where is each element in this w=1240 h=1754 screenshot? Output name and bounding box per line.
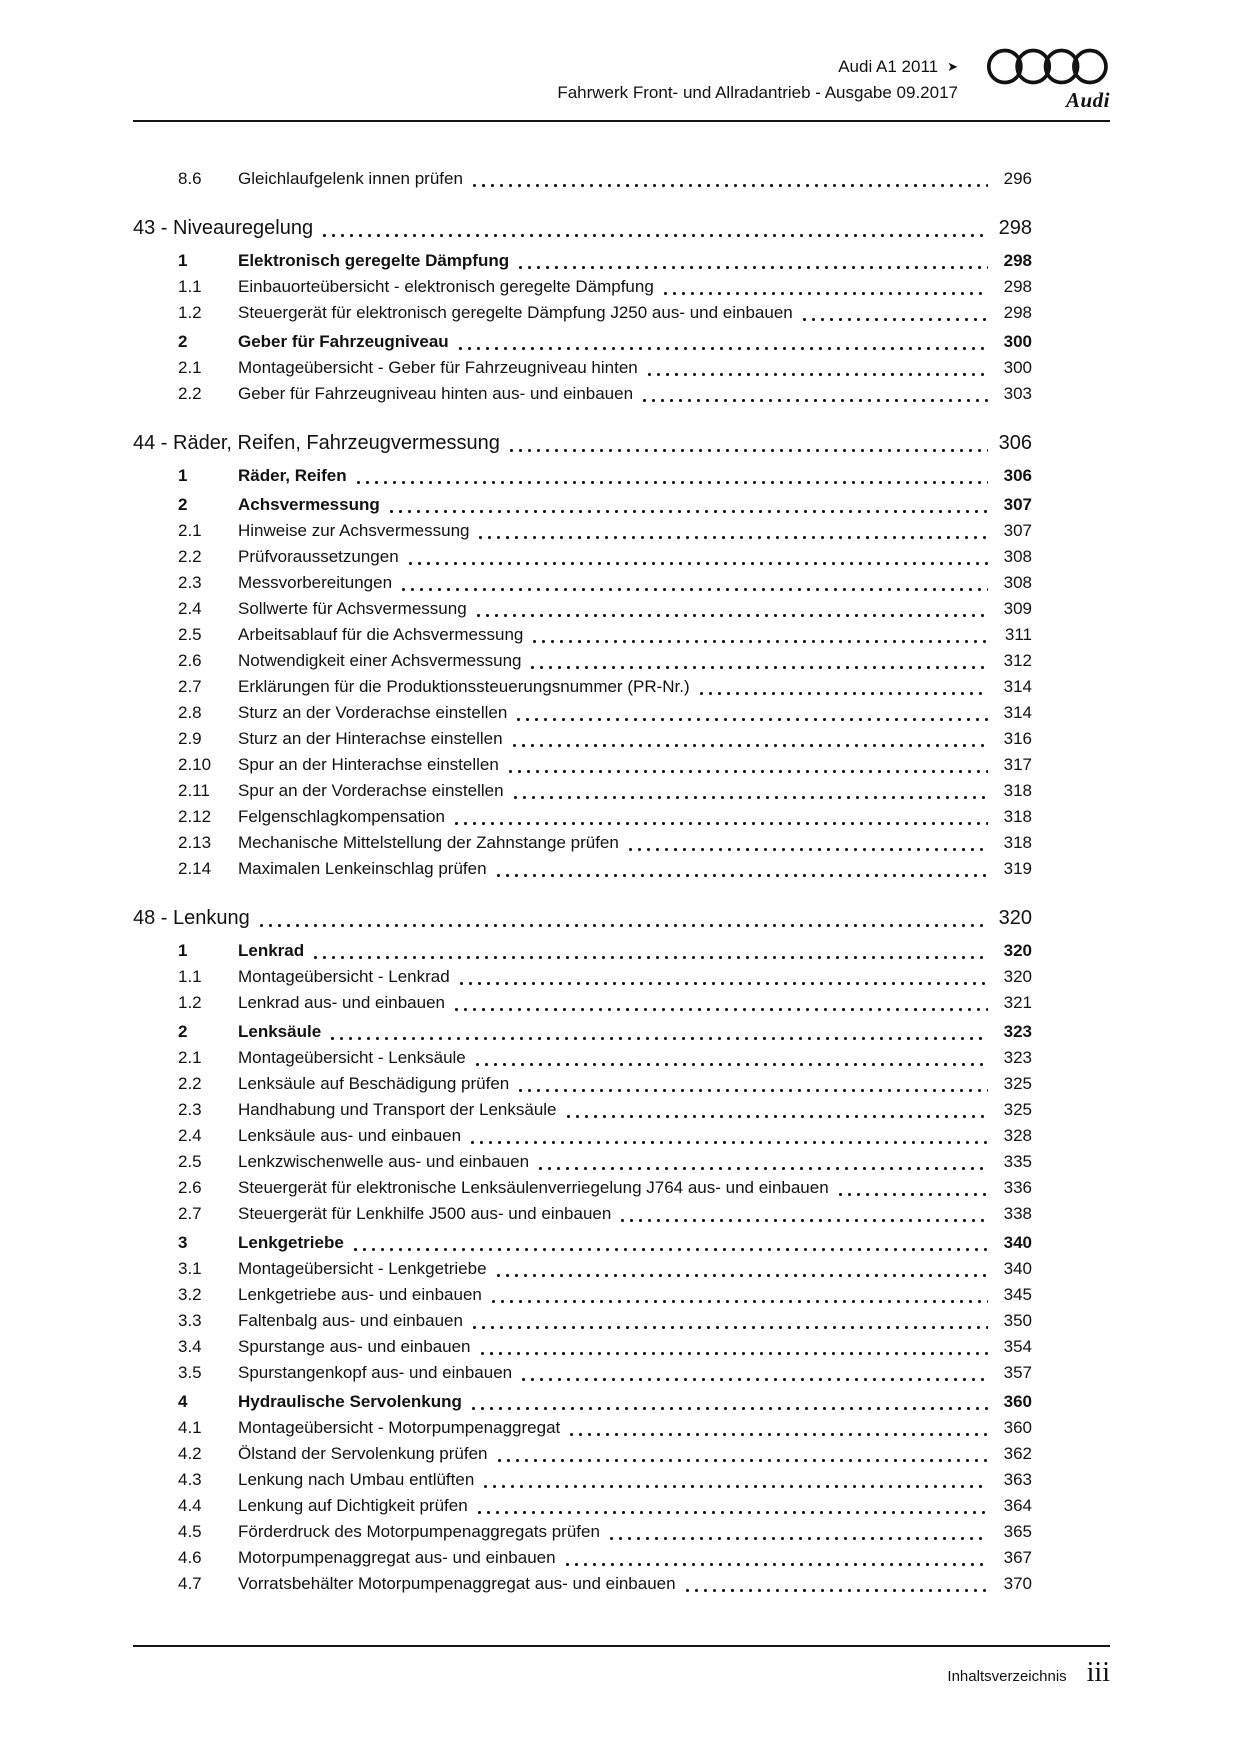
dot-leader xyxy=(494,866,988,880)
entry-number: 2.11 xyxy=(178,781,210,800)
toc-entry-row[interactable] xyxy=(133,1071,1032,1097)
brand-block xyxy=(986,48,1110,113)
toc-entry-row[interactable] xyxy=(133,804,1032,830)
entry-page-number: 309 xyxy=(1003,599,1032,618)
chapter-page-number: 320 xyxy=(998,907,1032,929)
entry-title: Spur an der Hinterachse einstellen xyxy=(238,755,499,774)
entry-page-number: 321 xyxy=(1003,993,1032,1012)
entry-number: 2.10 xyxy=(178,755,212,774)
entry-page-number: 298 xyxy=(1003,251,1032,270)
entry-page-number: 357 xyxy=(1003,1363,1032,1382)
toc-entry-row[interactable] xyxy=(133,1256,1032,1282)
entry-page-number: 328 xyxy=(1003,1126,1032,1145)
entry-number: 1 xyxy=(178,251,188,270)
toc-entry-row[interactable] xyxy=(133,1201,1032,1227)
entry-number: 3.5 xyxy=(178,1363,202,1382)
entry-page-number: 314 xyxy=(1003,677,1032,696)
entry-page-number: 336 xyxy=(1003,1178,1032,1197)
section-entries xyxy=(133,166,1032,192)
toc-entry-row[interactable] xyxy=(133,1097,1032,1123)
entry-page-number: 312 xyxy=(1003,651,1032,670)
entry-number: 2 xyxy=(178,332,188,351)
dot-leader xyxy=(495,1451,989,1465)
entry-number: 2.2 xyxy=(178,547,202,566)
toc-entry-row[interactable] xyxy=(133,544,1032,570)
section-entries xyxy=(133,248,1032,407)
entry-number: 1.1 xyxy=(178,967,202,986)
entry-number: 3 xyxy=(178,1233,188,1252)
entry-page-number: 314 xyxy=(1003,703,1032,722)
dot-leader xyxy=(473,1055,988,1069)
entry-page-number: 360 xyxy=(1003,1418,1032,1437)
toc-section xyxy=(133,428,1032,882)
entry-page-number: 340 xyxy=(1003,1259,1032,1278)
toc-entry-row[interactable] xyxy=(133,830,1032,856)
dot-leader xyxy=(626,840,988,854)
dot-leader xyxy=(514,710,988,724)
toc-entry-row[interactable] xyxy=(133,1571,1032,1597)
entry-number: 1.2 xyxy=(178,303,202,322)
entry-page-number: 367 xyxy=(1003,1548,1032,1567)
entry-page-number: 298 xyxy=(1003,303,1032,322)
entry-title: Lenkrad xyxy=(238,941,305,960)
entry-title: Montageübersicht - Motorpumpenaggregat xyxy=(238,1418,561,1437)
dot-leader xyxy=(481,1477,988,1491)
entry-title: Felgenschlagkompensation xyxy=(238,807,445,826)
dot-leader xyxy=(661,284,988,298)
entry-title: Prüfvoraussetzungen xyxy=(238,547,399,566)
entry-number: 2.2 xyxy=(178,1074,202,1093)
entry-page-number: 296 xyxy=(1003,169,1032,188)
entry-title: Lenkung auf Dichtigkeit prüfen xyxy=(238,1496,468,1515)
entry-title: Förderdruck des Motorpumpenaggregats prüfen xyxy=(238,1522,600,1541)
entry-title: Elektronisch geregelte Dämpfung xyxy=(238,251,510,270)
entry-title: Steuergerät für elektronische Lenksäulenverriegelung J764 aus- und einbauen xyxy=(238,1178,829,1197)
entry-title: Mechanische Mittelstellung der Zahnstange prüfen xyxy=(238,833,619,852)
audi-rings-icon xyxy=(986,48,1110,85)
chapter-title: 48 - Lenkung xyxy=(133,907,250,929)
dot-leader xyxy=(452,814,988,828)
toc-entry-row[interactable] xyxy=(133,1415,1032,1441)
entry-number: 1 xyxy=(178,941,188,960)
footer-page-number: iii xyxy=(1086,1657,1110,1688)
entry-page-number: 345 xyxy=(1003,1285,1032,1304)
dot-leader xyxy=(456,339,988,353)
entry-number: 3.4 xyxy=(178,1337,202,1356)
toc-entry-row[interactable] xyxy=(133,964,1032,990)
entry-title: Lenkgetriebe xyxy=(238,1233,344,1252)
entry-number: 3.2 xyxy=(178,1285,202,1304)
chapter-page-number: 306 xyxy=(998,432,1032,454)
toc-entry-row[interactable] xyxy=(133,355,1032,381)
dot-leader xyxy=(645,365,988,379)
toc-entry-row[interactable] xyxy=(133,856,1032,882)
dot-leader xyxy=(311,948,988,962)
toc-entry-row[interactable] xyxy=(133,1308,1032,1334)
toc-entry-row[interactable] xyxy=(133,990,1032,1016)
entry-page-number: 323 xyxy=(1003,1022,1032,1041)
entry-title: Faltenbalg aus- und einbauen xyxy=(238,1311,463,1330)
entry-title: Räder, Reifen xyxy=(238,466,347,485)
model-year-arrow-icon: ➤ xyxy=(947,59,958,74)
entry-title: Montageübersicht - Geber für Fahrzeugniveau hinten xyxy=(238,358,638,377)
toc-entry-row[interactable] xyxy=(133,1230,1032,1256)
dot-leader xyxy=(800,310,988,324)
toc-entry-row[interactable] xyxy=(133,778,1032,804)
entry-page-number: 307 xyxy=(1003,521,1032,540)
dot-leader xyxy=(387,502,988,516)
dot-leader xyxy=(697,684,988,698)
toc-entry-row[interactable] xyxy=(133,1545,1032,1571)
dot-leader xyxy=(452,1000,988,1014)
entry-page-number: 323 xyxy=(1003,1048,1032,1067)
entry-number: 2.14 xyxy=(178,859,212,878)
dot-leader xyxy=(528,658,988,672)
entry-number: 2.7 xyxy=(178,1204,202,1223)
toc-entry-row[interactable] xyxy=(133,700,1032,726)
toc-entry-row[interactable] xyxy=(133,648,1032,674)
footer-divider xyxy=(133,1645,1110,1647)
dot-leader xyxy=(510,736,988,750)
entry-number: 2.4 xyxy=(178,599,202,618)
dot-leader xyxy=(354,473,988,487)
chapter-title: 43 - Niveauregelung xyxy=(133,217,314,239)
dot-leader xyxy=(836,1185,988,1199)
dot-leader xyxy=(516,258,988,272)
toc-entry-row[interactable] xyxy=(133,1493,1032,1519)
chapter-row[interactable] xyxy=(133,428,1032,458)
entry-number: 2 xyxy=(178,495,188,514)
entry-number: 3.3 xyxy=(178,1311,202,1330)
dot-leader xyxy=(351,1240,988,1254)
entry-page-number: 362 xyxy=(1003,1444,1032,1463)
entry-title: Lenkgetriebe aus- und einbauen xyxy=(238,1285,482,1304)
dot-leader xyxy=(683,1581,988,1595)
entry-number: 2.1 xyxy=(178,358,202,377)
toc-entry-row[interactable] xyxy=(133,726,1032,752)
entry-number: 2.4 xyxy=(178,1126,202,1145)
dot-leader xyxy=(530,632,988,646)
header-divider xyxy=(133,120,1110,122)
toc-entry-row[interactable] xyxy=(133,938,1032,964)
entry-page-number: 300 xyxy=(1003,332,1032,351)
entry-title: Einbauorteübersicht - elektronisch geregelte Dämpfung xyxy=(238,277,654,296)
entry-page-number: 350 xyxy=(1003,1311,1032,1330)
dot-leader xyxy=(519,1370,988,1384)
chapter-row[interactable] xyxy=(133,903,1032,933)
entry-title: Montageübersicht - Lenksäule xyxy=(238,1048,466,1067)
toc-entry-row[interactable] xyxy=(133,622,1032,648)
entry-page-number: 325 xyxy=(1003,1074,1032,1093)
header-subtitle: Fahrwerk Front- und Allradantrieb - Ausgabe 09.2017 xyxy=(557,82,958,102)
toc-entry-row[interactable] xyxy=(133,1175,1032,1201)
entry-page-number: 365 xyxy=(1003,1522,1032,1541)
toc-section xyxy=(133,903,1032,1597)
dot-leader xyxy=(511,788,988,802)
dot-leader xyxy=(457,974,988,988)
entry-number: 4.5 xyxy=(178,1522,202,1541)
entry-title: Lenkzwischenwelle aus- und einbauen xyxy=(238,1152,530,1171)
entry-title: Ölstand der Servolenkung prüfen xyxy=(238,1444,488,1463)
entry-page-number: 317 xyxy=(1003,755,1032,774)
dot-leader xyxy=(563,1555,988,1569)
entry-page-number: 364 xyxy=(1003,1496,1032,1515)
entry-page-number: 325 xyxy=(1003,1100,1032,1119)
dot-leader xyxy=(489,1292,988,1306)
toc-entry-row[interactable] xyxy=(133,274,1032,300)
entry-number: 4.2 xyxy=(178,1444,202,1463)
audi-wordmark: Audi xyxy=(1065,88,1110,112)
section-entries xyxy=(133,938,1032,1597)
toc-entry-row[interactable] xyxy=(133,248,1032,274)
toc-entry-row[interactable] xyxy=(133,381,1032,407)
dot-leader xyxy=(470,176,988,190)
entry-page-number: 370 xyxy=(1003,1574,1032,1593)
dot-leader xyxy=(468,1133,988,1147)
entry-page-number: 354 xyxy=(1003,1337,1032,1356)
entry-title: Motorpumpenaggregat aus- und einbauen xyxy=(238,1548,556,1567)
entry-page-number: 338 xyxy=(1003,1204,1032,1223)
entry-page-number: 320 xyxy=(1003,941,1032,960)
entry-title: Sturz an der Hinterachse einstellen xyxy=(238,729,503,748)
dot-leader xyxy=(474,606,988,620)
entry-number: 8.6 xyxy=(178,169,202,188)
entry-title: Geber für Fahrzeugniveau hinten aus- und einbauen xyxy=(238,384,634,403)
dot-leader xyxy=(328,1029,988,1043)
toc-entry-row[interactable] xyxy=(133,300,1032,326)
entry-number: 4.1 xyxy=(178,1418,202,1437)
entry-title: Geber für Fahrzeugniveau xyxy=(238,332,449,351)
page-header xyxy=(133,48,1110,113)
chapter-title: 44 - Räder, Reifen, Fahrzeugvermessung xyxy=(133,432,500,454)
chapter-row[interactable] xyxy=(133,213,1032,243)
entry-title: Spur an der Vorderachse einstellen xyxy=(238,781,504,800)
dot-leader xyxy=(406,554,988,568)
entry-title: Steuergerät für Lenkhilfe J500 aus- und einbauen xyxy=(238,1204,612,1223)
entry-number: 4.7 xyxy=(178,1574,202,1593)
entry-page-number: 316 xyxy=(1003,729,1032,748)
chapter-page-number: 298 xyxy=(998,217,1032,239)
header-model-line xyxy=(838,57,958,77)
entry-title: Lenksäule xyxy=(238,1022,322,1041)
entry-page-number: 308 xyxy=(1003,547,1032,566)
dot-leader xyxy=(476,528,988,542)
toc-section xyxy=(133,213,1032,407)
entry-title: Lenksäule aus- und einbauen xyxy=(238,1126,462,1145)
toc-entry-row[interactable] xyxy=(133,1149,1032,1175)
entry-title: Lenkung nach Umbau entlüften xyxy=(238,1470,475,1489)
dot-leader xyxy=(475,1503,988,1517)
entry-title: Maximalen Lenkeinschlag prüfen xyxy=(238,859,487,878)
entry-page-number: 363 xyxy=(1003,1470,1032,1489)
toc-entry-row[interactable] xyxy=(133,1467,1032,1493)
header-text-block xyxy=(133,57,958,105)
entry-number: 2.9 xyxy=(178,729,202,748)
entry-number: 2.6 xyxy=(178,1178,202,1197)
dot-leader xyxy=(399,580,988,594)
dot-leader xyxy=(567,1425,988,1439)
dot-leader xyxy=(618,1211,988,1225)
dot-leader xyxy=(564,1107,988,1121)
entry-title: Erklärungen für die Produktionssteuerungsnummer (PR-Nr.) xyxy=(238,677,690,696)
entry-number: 4.6 xyxy=(178,1548,202,1567)
dot-leader xyxy=(607,1529,988,1543)
toc-entry-row[interactable] xyxy=(133,1360,1032,1386)
dot-leader xyxy=(516,1081,988,1095)
dot-leader xyxy=(506,762,988,776)
entry-page-number: 320 xyxy=(1003,967,1032,986)
entry-number: 3.1 xyxy=(178,1259,202,1278)
entry-number: 2.7 xyxy=(178,677,202,696)
entry-number: 4.4 xyxy=(178,1496,202,1515)
entry-page-number: 360 xyxy=(1003,1392,1032,1411)
entry-page-number: 318 xyxy=(1003,833,1032,852)
entry-number: 2.8 xyxy=(178,703,202,722)
toc-entry-row[interactable] xyxy=(133,492,1032,518)
toc-section xyxy=(133,166,1032,192)
dot-leader xyxy=(536,1159,988,1173)
toc-entry-row[interactable] xyxy=(133,1123,1032,1149)
toc-entry-row[interactable] xyxy=(133,1519,1032,1545)
entry-title: Lenkrad aus- und einbauen xyxy=(238,993,445,1012)
entry-number: 4.3 xyxy=(178,1470,202,1489)
dot-leader xyxy=(257,916,988,930)
entry-page-number: 298 xyxy=(1003,277,1032,296)
entry-page-number: 318 xyxy=(1003,807,1032,826)
entry-number: 1 xyxy=(178,466,188,485)
entry-page-number: 335 xyxy=(1003,1152,1032,1171)
entry-title: Hydraulische Servolenkung xyxy=(238,1392,462,1411)
entry-title: Handhabung und Transport der Lenksäule xyxy=(238,1100,557,1119)
footer-text-row xyxy=(133,1657,1110,1689)
entry-title: Spurstangenkopf aus- und einbauen xyxy=(238,1363,513,1382)
entry-page-number: 318 xyxy=(1003,781,1032,800)
entry-title: Achsvermessung xyxy=(238,495,380,514)
toc-entry-row[interactable] xyxy=(133,329,1032,355)
entry-page-number: 340 xyxy=(1003,1233,1032,1252)
toc-entry-row[interactable] xyxy=(133,1019,1032,1045)
dot-leader xyxy=(478,1344,988,1358)
model-title: Audi A1 2011 xyxy=(838,56,939,76)
entry-page-number: 307 xyxy=(1003,495,1032,514)
entry-page-number: 319 xyxy=(1003,859,1032,878)
toc-entry-row[interactable] xyxy=(133,1334,1032,1360)
entry-title: Lenksäule auf Beschädigung prüfen xyxy=(238,1074,510,1093)
entry-title: Sturz an der Vorderachse einstellen xyxy=(238,703,508,722)
entry-page-number: 306 xyxy=(1003,466,1032,485)
entry-title: Sollwerte für Achsvermessung xyxy=(238,599,467,618)
entry-title: Montageübersicht - Lenkrad xyxy=(238,967,450,986)
toc-entry-row[interactable] xyxy=(133,1282,1032,1308)
toc xyxy=(133,166,1110,1597)
dot-leader xyxy=(470,1318,988,1332)
toc-entry-row[interactable] xyxy=(133,570,1032,596)
entry-page-number: 311 xyxy=(1004,625,1032,644)
entry-number: 4 xyxy=(178,1392,188,1411)
entry-number: 2.13 xyxy=(178,833,212,852)
entry-number: 2.6 xyxy=(178,651,202,670)
entry-title: Gleichlaufgelenk innen prüfen xyxy=(238,169,463,188)
entry-number: 2.5 xyxy=(178,1152,202,1171)
toc-entry-row[interactable] xyxy=(133,463,1032,489)
dot-leader xyxy=(640,391,988,405)
toc-entry-row[interactable] xyxy=(133,1045,1032,1071)
entry-number: 2.3 xyxy=(178,1100,202,1119)
page-footer xyxy=(133,1638,1110,1689)
entry-number: 2.1 xyxy=(178,521,202,540)
entry-title: Messvorbereitungen xyxy=(238,573,393,592)
dot-leader xyxy=(320,226,988,240)
toc-entry-row[interactable] xyxy=(133,596,1032,622)
entry-number: 2.1 xyxy=(178,1048,202,1067)
entry-page-number: 303 xyxy=(1003,384,1032,403)
toc-entry-row[interactable] xyxy=(133,166,1032,192)
toc-entry-row[interactable] xyxy=(133,752,1032,778)
entry-number: 2.5 xyxy=(178,625,202,644)
toc-entry-row[interactable] xyxy=(133,1441,1032,1467)
dot-leader xyxy=(507,441,988,455)
toc-entry-row[interactable] xyxy=(133,518,1032,544)
entry-number: 2.2 xyxy=(178,384,202,403)
section-entries xyxy=(133,463,1032,882)
entry-number: 2 xyxy=(178,1022,188,1041)
toc-entry-row[interactable] xyxy=(133,674,1032,700)
entry-number: 2.3 xyxy=(178,573,202,592)
entry-title: Vorratsbehälter Motorpumpenaggregat aus- und einbauen xyxy=(238,1574,676,1593)
entry-page-number: 300 xyxy=(1003,358,1032,377)
entry-number: 1.2 xyxy=(178,993,202,1012)
entry-number: 2.12 xyxy=(178,807,212,826)
toc-entry-row[interactable] xyxy=(133,1389,1032,1415)
dot-leader xyxy=(469,1399,988,1413)
entry-page-number: 308 xyxy=(1003,573,1032,592)
entry-title: Hinweise zur Achsvermessung xyxy=(238,521,470,540)
entry-number: 1.1 xyxy=(178,277,202,296)
dot-leader xyxy=(494,1266,988,1280)
entry-title: Spurstange aus- und einbauen xyxy=(238,1337,471,1356)
entry-title: Steuergerät für elektronisch geregelte Dämpfung J250 aus- und einbauen xyxy=(238,303,793,322)
entry-title: Montageübersicht - Lenkgetriebe xyxy=(238,1259,487,1278)
entry-title: Arbeitsablauf für die Achsvermessung xyxy=(238,625,524,644)
footer-section-label: Inhaltsverzeichnis xyxy=(947,1668,1067,1685)
entry-title: Notwendigkeit einer Achsvermessung xyxy=(238,651,522,670)
